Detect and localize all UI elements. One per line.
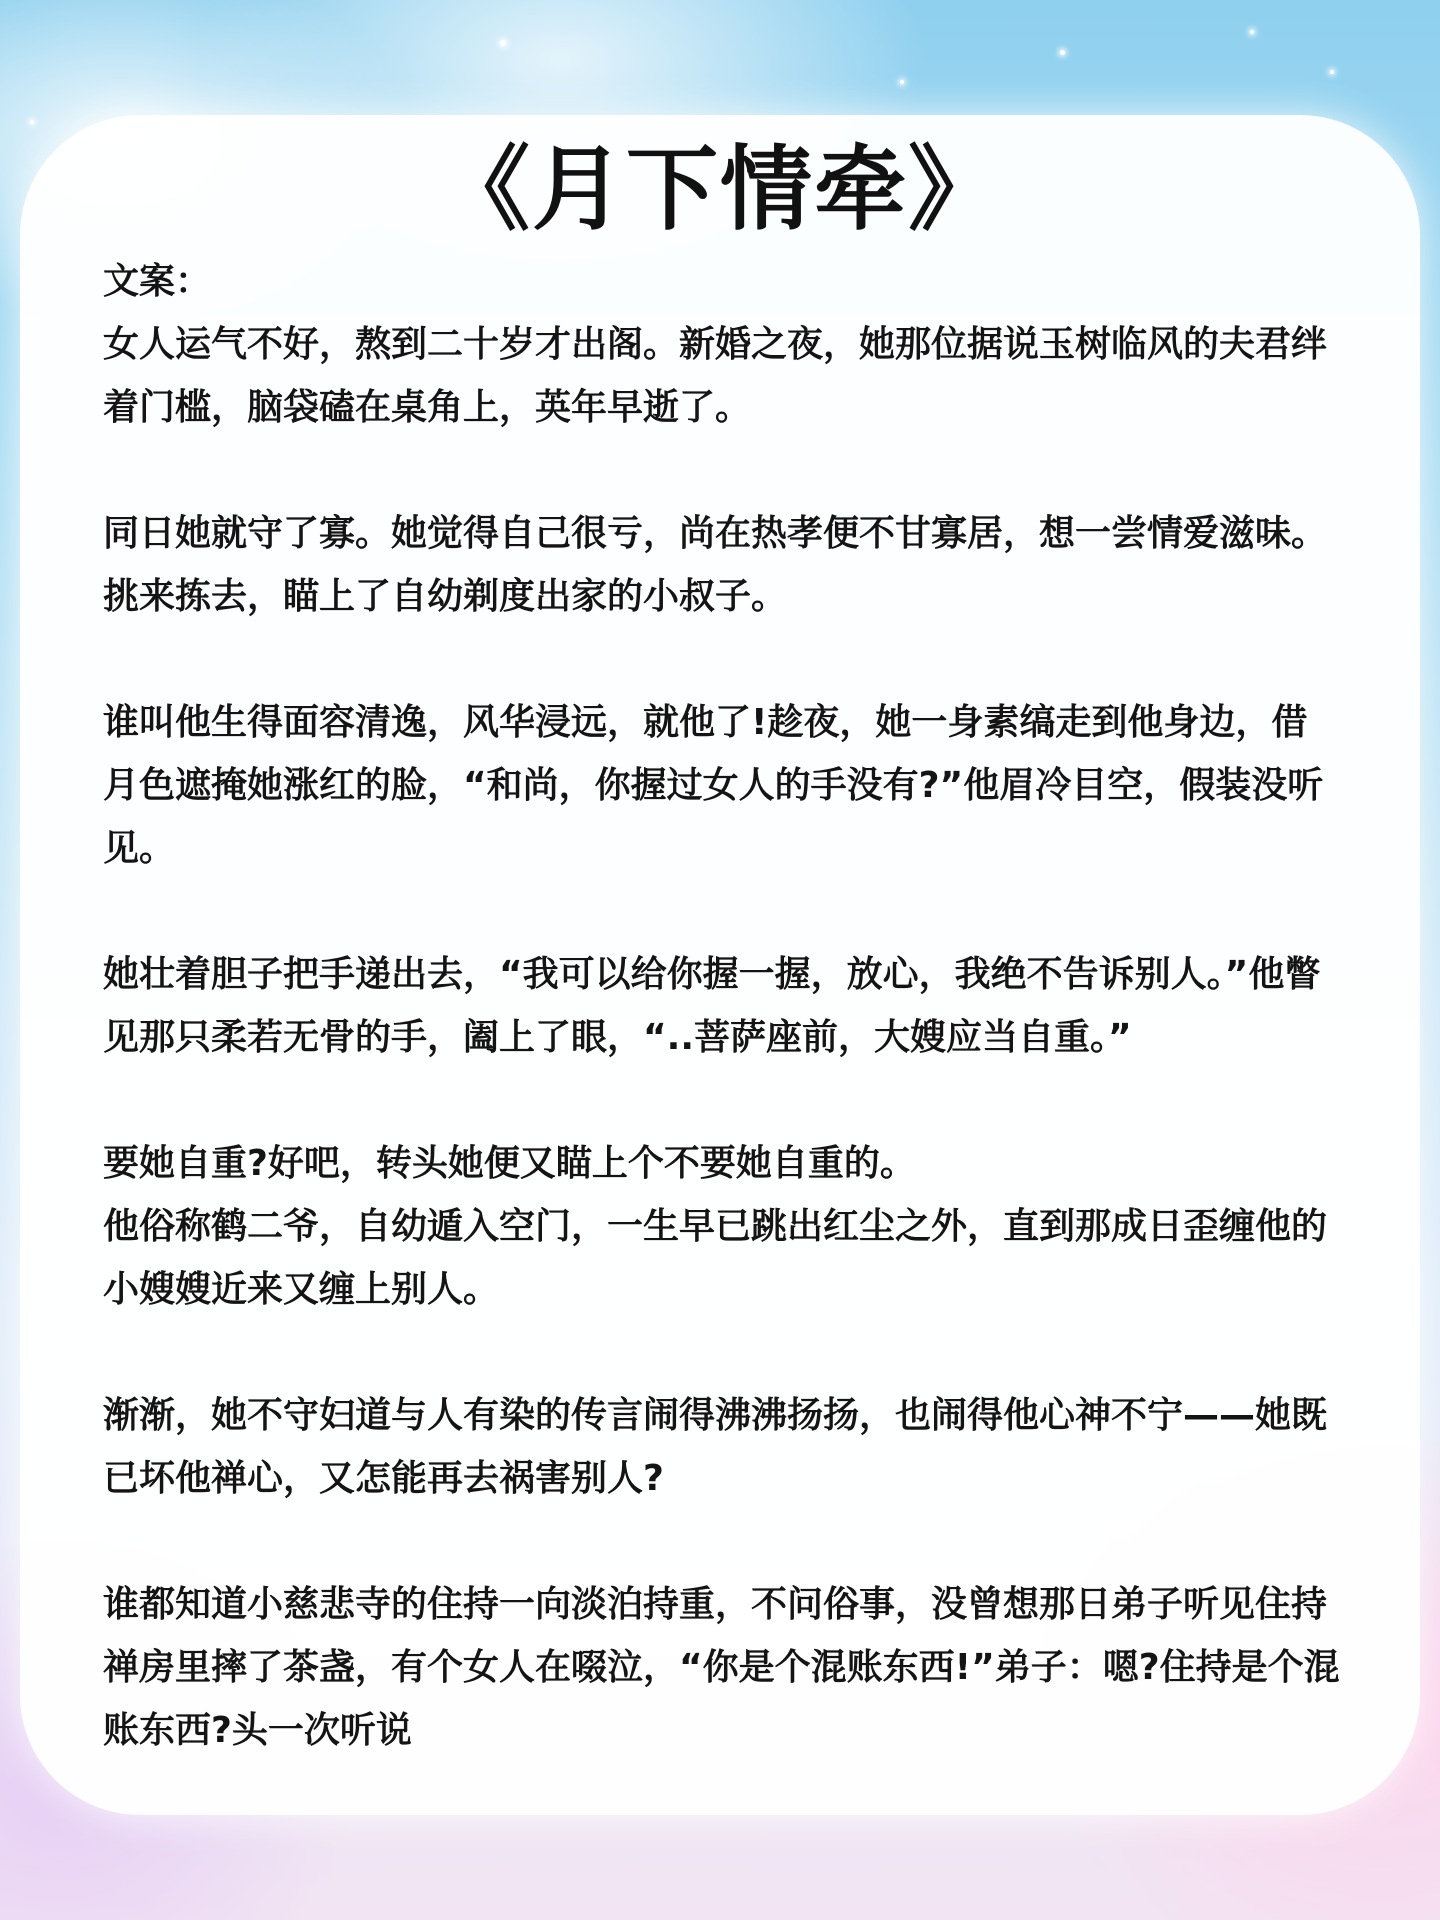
sparkle-decoration: [900, 80, 904, 84]
sparkle-decoration: [1250, 30, 1254, 34]
sparkle-decoration: [30, 120, 34, 124]
sparkle-decoration: [500, 40, 506, 46]
paragraph: 她壮着胆子把手递出去，“我可以给你握一握，放心，我绝不告诉别人。”他瞥见那只柔若无骨的手，阖上了眼，“..菩萨座前，大嫂应当自重。”: [103, 954, 1321, 1058]
paragraph: 女人运气不好，熬到二十岁才出阁。新婚之夜，她那位据说玉树临风的夫君绊着门槛，脑袋磕在桌角上，英年早逝了。: [103, 324, 1328, 428]
paragraph: 要她自重?好吧，转头她便又瞄上个不要她自重的。: [103, 1143, 916, 1184]
paragraph: 谁都知道小慈悲寺的住持一向淡泊持重，不问俗事，没曾想那日弟子听见住持禅房里摔了茶盏，有个女人在啜泣，“你是个混账东西!”弟子：嗯?住持是个混账东西?头一次听说: [103, 1584, 1340, 1751]
sparkle-decoration: [1060, 50, 1065, 55]
sparkle-decoration: [1330, 70, 1334, 74]
paragraph: 他俗称鹤二爷，自幼遁入空门，一生早已跳出红尘之外，直到那成日歪缠他的小嫂嫂近来又缠上别人。: [103, 1206, 1328, 1310]
paragraph: 同日她就守了寡。她觉得自己很亏，尚在热孝便不甘寡居，想一尝情爱滋味。挑来拣去，瞄上了自幼剃度出家的小叔子。: [103, 513, 1328, 617]
page-title: 《月下情牵》: [437, 136, 1002, 243]
paragraph: 谁叫他生得面容清逸，风华浸远，就他了!趁夜，她一身素缟走到他身边，借月色遮掩她涨红的脸，“和尚，你握过女人的手没有?”他眉冷目空，假装没听见。: [103, 702, 1324, 869]
synopsis-label: 文案：: [103, 261, 212, 302]
synopsis-body: [103, 250, 1343, 1762]
paragraph: 渐渐，她不守妇道与人有染的传言闹得沸沸扬扬，也闹得他心神不宁——她既已坏他禅心，又怎能再去祸害别人?: [103, 1395, 1328, 1499]
